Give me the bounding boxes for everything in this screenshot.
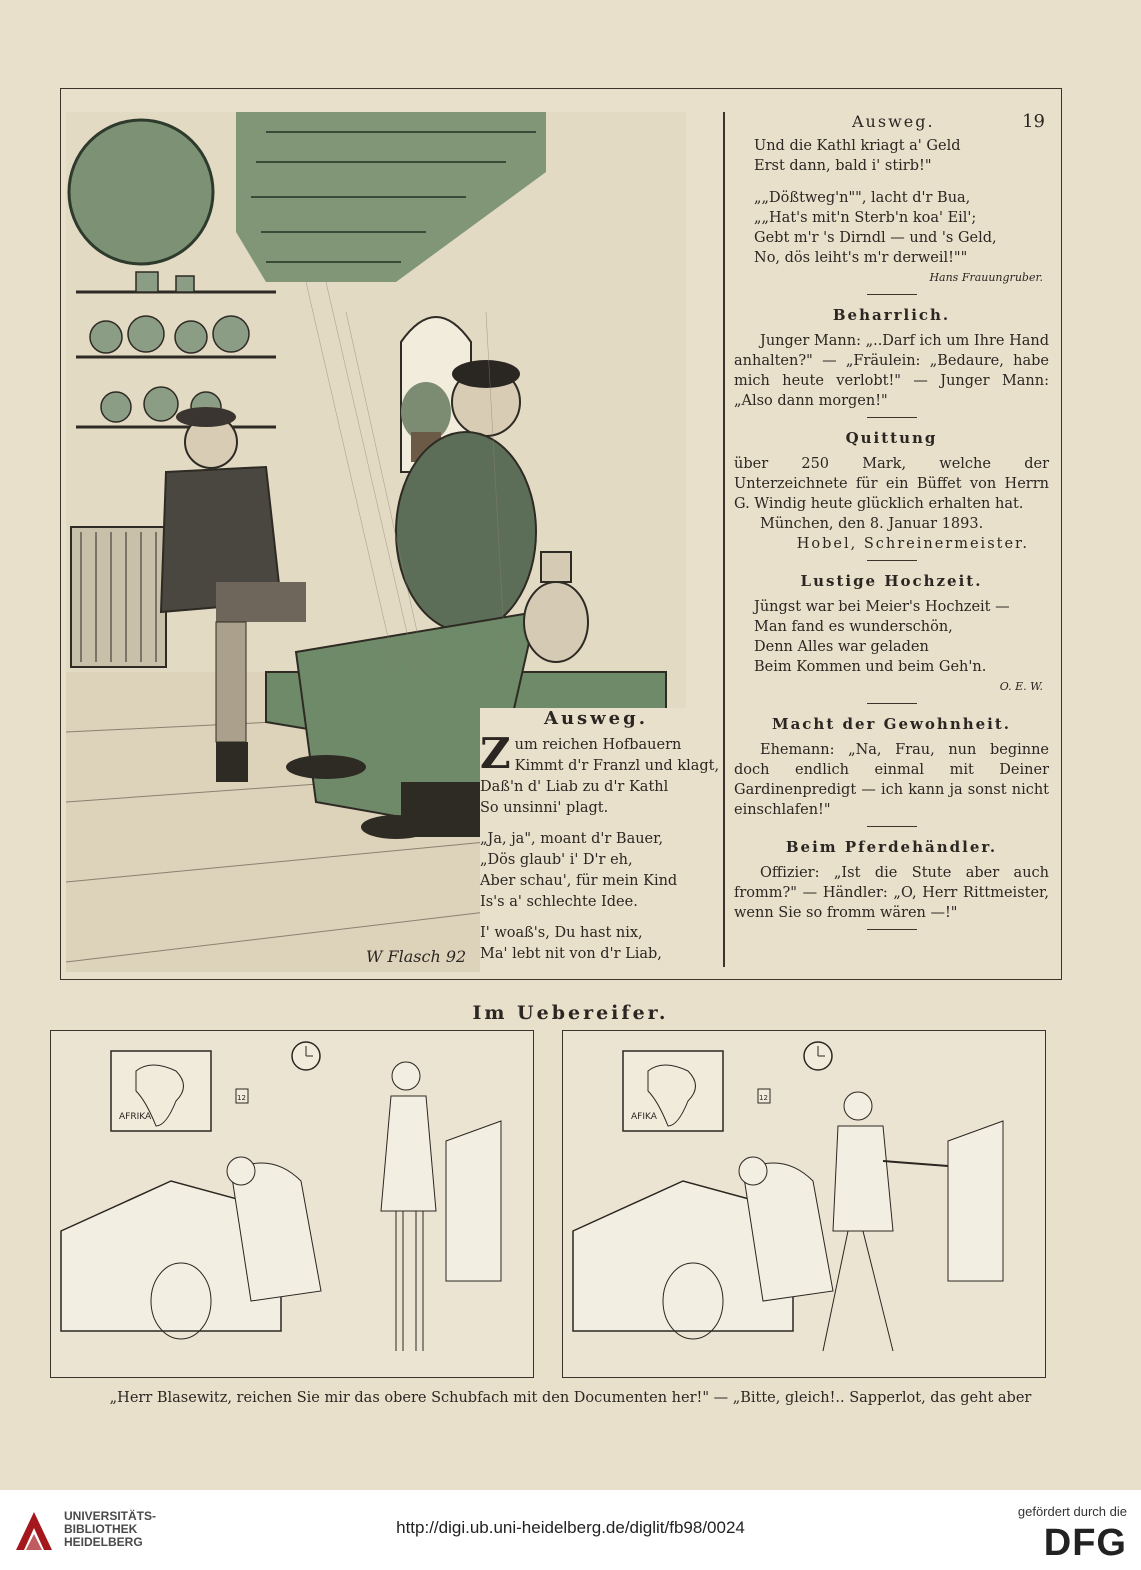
quittung-date: München, den 8. Januar 1893. <box>760 516 984 532</box>
section-title-quittung: Quittung <box>845 429 938 447</box>
divider <box>867 826 917 827</box>
stanza-3 <box>480 923 712 965</box>
verse-line: Daß'n d' Liab zu d'r Kathl <box>480 779 669 795</box>
verse-line: Ma' lebt nit von d'r Liab, <box>480 946 662 962</box>
calendar-label: 12 <box>759 1094 768 1102</box>
cartoon-title: Im Uebereifer. <box>472 1002 669 1024</box>
divider <box>867 929 917 930</box>
verse-line: So unsinni' plagt. <box>480 800 609 816</box>
section-title-hochzeit: Lustige Hochzeit. <box>800 572 983 590</box>
quittung-text: über 250 Mark, welche der Unterzeichnete für ein Büffet von Herrn G. Windig heute glücklich erhalten hat. <box>734 456 1049 512</box>
column-rule <box>723 112 725 967</box>
map-label: AFRIKA <box>119 1112 152 1122</box>
dropcap: Z <box>480 729 511 778</box>
verse-line: Denn Alles war geladen <box>754 639 929 655</box>
verse-line: „„Hat's mit'n Sterb'n koa' Eil'; <box>754 210 977 226</box>
joke-beharrlich: Junger Mann: „..Darf ich um Ihre Hand anhalten?" — „Fräulein: „Bedaure, habe mich heute verlobt!" — Junger Mann: „Also dann morgen!" <box>734 333 1049 409</box>
cartoon-panel-1 <box>50 1030 534 1378</box>
verse-line: Man fand es wunderschön, <box>754 619 953 635</box>
cartoon-caption: „Herr Blasewitz, reichen Sie mir das obere Schubfach mit den Documenten her!" — „Bitte, gleich!.. Sapperlot, das geht aber <box>109 1390 1032 1406</box>
verse-line: „Dös glaub' i' D'r eh, <box>480 852 633 868</box>
map-label: AFIKA <box>631 1112 657 1122</box>
running-head <box>734 112 1049 136</box>
verse-line: „Ja, ja", moant d'r Bauer, <box>480 831 664 847</box>
cartoon-panel-2 <box>562 1030 1046 1378</box>
hochzeit-author: O. E. W. <box>999 680 1043 693</box>
joke-gewohnheit: Ehemann: „Na, Frau, nun beginne doch endlich einmal mit Deiner Gardinenpredigt — ich kann ja sonst nicht einschlafen!" <box>734 742 1049 818</box>
quittung-signature: Hobel, Schreinermeister. <box>796 536 1029 552</box>
divider <box>867 703 917 704</box>
verse-line: Beim Kommen und beim Geh'n. <box>754 659 987 675</box>
page-number: 19 <box>1022 111 1045 132</box>
stanza-1 <box>480 729 720 819</box>
running-title: Ausweg. <box>852 112 935 131</box>
library-name: UNIVERSITÄTS- BIBLIOTHEK HEIDELBERG <box>64 1509 157 1549</box>
digitization-url-link[interactable]: http://digi.ub.uni-heidelberg.de/diglit/fb98/0024 <box>396 1518 745 1537</box>
library-footer <box>0 1490 1141 1570</box>
verse-line: um reichen Hofbauern <box>514 737 682 753</box>
poem-author: Hans Frauungruber. <box>929 271 1043 284</box>
stanza-2 <box>480 829 712 913</box>
section-title-beharrlich: Beharrlich. <box>832 306 951 324</box>
calendar-label: 12 <box>237 1094 246 1102</box>
verse-line: Jüngst war bei Meier's Hochzeit — <box>754 599 1010 615</box>
illustration-signature: W Flasch 92 <box>366 947 467 966</box>
joke-pferde: Offizier: „Ist die Stute aber auch fromm?" — Händler: „O, Herr Rittmeister, wenn Sie so fromm wären —!" <box>734 865 1049 921</box>
verse-line: I' woaß's, Du hast nix, <box>480 925 643 941</box>
dfg-logo: DFG <box>1043 1522 1127 1564</box>
verse-line: Erst dann, bald i' stirb!" <box>754 158 932 174</box>
section-title-gewohnheit: Macht der Gewohnheit. <box>771 715 1012 733</box>
verse-line: Is's a' schlechte Idee. <box>480 894 638 910</box>
verse-line: „„Dößtweg'n"", lacht d'r Bua, <box>754 190 971 206</box>
right-column <box>734 112 1049 940</box>
divider <box>867 417 917 418</box>
funding-label: gefördert durch die <box>1017 1504 1127 1519</box>
verse-line: Kimmt d'r Franzl und klagt, <box>514 758 720 774</box>
verse-line: Gebt m'r 's Dirndl — und 's Geld, <box>754 230 997 246</box>
poem-title: Ausweg. <box>544 708 648 729</box>
verse-line: Aber schau', für mein Kind <box>480 873 678 889</box>
divider <box>867 560 917 561</box>
verse-line: No, dös leiht's m'r derweil!"" <box>754 250 968 266</box>
divider <box>867 294 917 295</box>
section-title-pferde: Beim Pferdehändler. <box>785 838 998 856</box>
poem-ausweg-part1 <box>480 708 720 973</box>
verse-line: Und die Kathl kriagt a' Geld <box>754 138 961 154</box>
